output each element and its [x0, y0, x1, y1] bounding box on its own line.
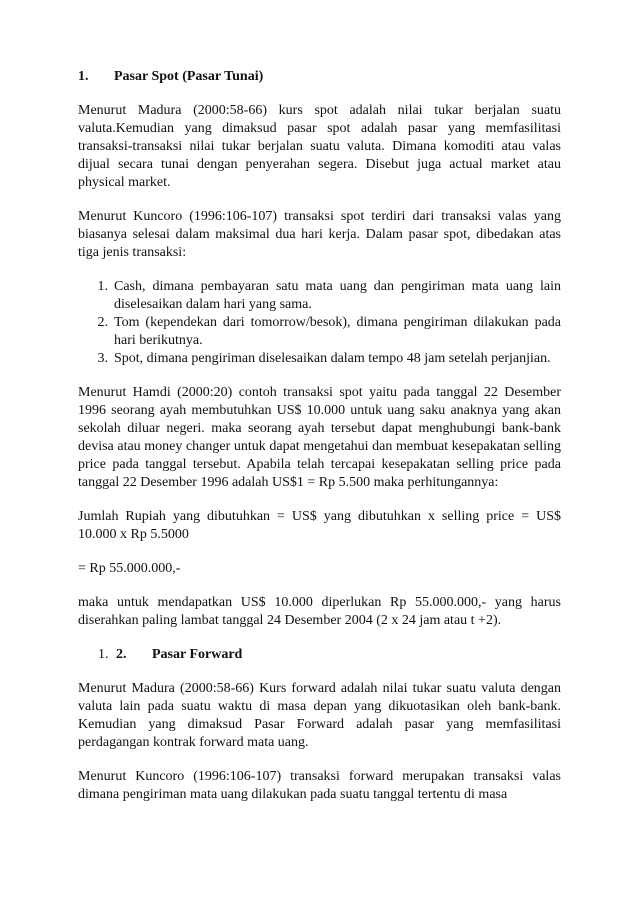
paragraph-madura-forward: Menurut Madura (2000:58-66) Kurs forward adalah nilai tukar suatu valuta dengan valuta lain pada suatu waktu di masa depan yang dikuotasikan oleh bank-bank. Kemudian yang dimaksud Pasar Forward adalah pasar yang memfasilitasi perdagangan kontrak forward mata uang.	[78, 681, 561, 750]
paragraph-madura-spot: Menurut Madura (2000:58-66) kurs spot adalah nilai tukar berjalan suatu valuta.Kemudian yang dimaksud pasar spot adalah pasar yang memfasilitasi transaksi-transaksi nilai tukar berjalan suatu valuta. Dimana komoditi atau valas dijual secara tunai dengan penyerahan segera. Disebut juga actual market atau physical market.	[78, 103, 561, 190]
paragraph-result: = Rp 55.000.000,-	[78, 561, 181, 576]
section-number: 1.	[78, 69, 89, 84]
list-item	[78, 314, 561, 350]
section-title: Pasar Forward	[152, 647, 243, 662]
list-item	[78, 278, 561, 314]
section-heading-pasar-forward	[98, 646, 561, 664]
paragraph-conclusion: maka untuk mendapatkan US$ 10.000 diperlukan Rp 55.000.000,- yang harus diserahkan paling lambat tanggal 24 Desember 2004 (2 x 24 jam atau t +2).	[78, 595, 561, 628]
list-item	[78, 350, 561, 368]
document-page	[78, 68, 561, 820]
list-number: 1.	[98, 647, 109, 662]
section-heading-pasar-spot	[78, 68, 561, 86]
paragraph-kuncoro-forward: Menurut Kuncoro (1996:106-107) transaksi forward merupakan transaksi valas dimana pengiriman mata uang dilakukan pada suatu tanggal tertentu di masa	[78, 769, 561, 802]
list-marker: 2.	[97, 315, 108, 330]
paragraph-hamdi-example: Menurut Hamdi (2000:20) contoh transaksi spot yaitu pada tanggal 22 Desember 1996 seorang ayah membutuhkan US$ 10.000 untuk uang saku anaknya yang akan sekolah diluar negeri. maka seorang ayah tersebut dapat menghubungi bank-bank devisa atau money changer untuk dapat mengetahui dan membuat kesepakatan selling price pada tanggal tersebut. Apabila telah tercapai kesepakatan selling price pada tanggal 22 Desember 1996 adalah US$1 = Rp 5.500 maka perhitungannya:	[78, 385, 561, 490]
spot-transaction-types-list	[78, 278, 561, 368]
section-title: Pasar Spot (Pasar Tunai)	[114, 69, 264, 84]
list-marker: 1.	[97, 279, 108, 294]
paragraph-kuncoro-spot: Menurut Kuncoro (1996:106-107) transaksi spot terdiri dari transaksi valas yang biasanya selesai dalam maksimal dua hari kerja. Dalam pasar spot, dibedakan atas tiga jenis transaksi:	[78, 209, 561, 260]
list-item-text: Cash, dimana pembayaran satu mata uang dan pengiriman mata uang lain diselesaikan dalam hari yang sama.	[114, 279, 561, 312]
list-marker: 3.	[97, 351, 108, 366]
list-item-text: Spot, dimana pengiriman diselesaikan dalam tempo 48 jam setelah perjanjian.	[114, 351, 551, 366]
section-number: 2.	[116, 647, 127, 662]
list-item-text: Tom (kependekan dari tomorrow/besok), dimana pengiriman dilakukan pada hari berikutnya.	[114, 315, 561, 348]
paragraph-calculation: Jumlah Rupiah yang dibutuhkan = US$ yang dibutuhkan x selling price = US$ 10.000 x Rp 5.5000	[78, 509, 561, 542]
